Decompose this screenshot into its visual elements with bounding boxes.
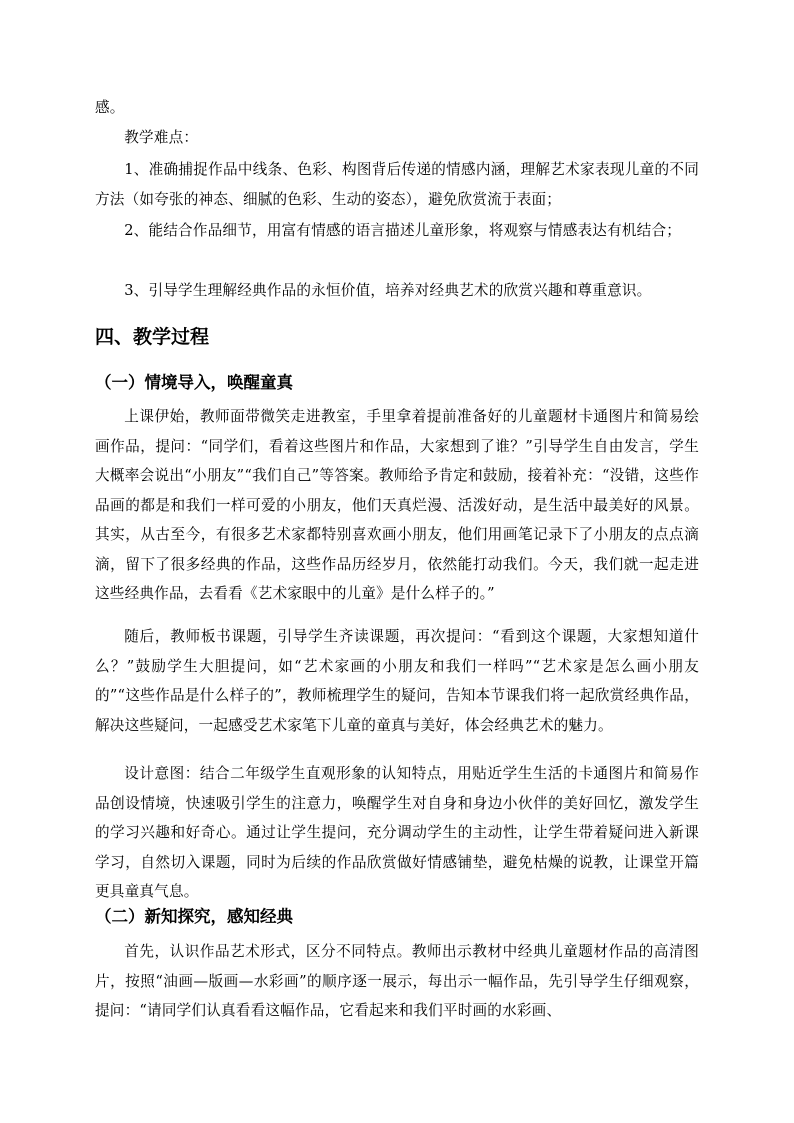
subsection-heading-1: （一）情境导入，唤醒童真 [95, 373, 293, 392]
difficulty-item-1: 1、准确捕捉作品中线条、色彩、构图背后传递的情感内涵，理解艺术家表现儿童的不同方法（如夸张的神态、细腻的色彩、生动的姿态），避免欣赏流于表面； [95, 161, 699, 208]
design-intent-paragraph: 设计意图：结合二年级学生直观形象的认知特点，用贴近学生生活的卡通图片和简易作品创设情境，快速吸引学生的注意力，唤醒学生对自身和身边小伙伴的美好回忆，激发学生的学习兴趣和好奇心。通过让学生提问，充分调动学生的主动性，让学生带着疑问进入新课学习，自然切入课题，同时为后续的作品欣赏做好情感铺垫，避免枯燥的说教，让课堂开篇更具童真气息。 [95, 765, 699, 900]
subsection-2-paragraph-1: 首先，认识作品艺术形式，区分不同特点。教师出示教材中经典儿童题材作品的高清图片，按照“油画—版画—水彩画”的顺序逐一展示，每出示一幅作品，先引导学生仔细观察，提问：“请同学们认真看看这幅作品，它看起来和我们平时画的水彩画、 [95, 943, 699, 1019]
teaching-difficulty-label: 教学难点： [124, 129, 199, 146]
difficulty-item-2: 2、能结合作品细节，用富有情感的语言描述儿童形象，将观察与情感表达有机结合； [124, 222, 682, 239]
section-heading-teaching-process: 四、教学过程 [95, 326, 210, 348]
subsection-1-paragraph-2: 随后，教师板书课题，引导学生齐读课题，再次提问：“看到这个课题，大家想知道什么？”鼓励学生大胆提问，如“艺术家画的小朋友和我们一样吗”“艺术家是怎么画小朋友的”“这些作品是什么样子的”，教师梳理学生的疑问，告知本节课我们将一起欣赏经典作品，解决这些疑问，一起感受艺术家笔下儿童的童真与美好，体会经典艺术的魅力。 [95, 628, 699, 734]
subsection-1-paragraph-1: 上课伊始，教师面带微笑走进教室，手里拿着提前准备好的儿童题材卡通图片和简易绘画作品，提问：“同学们，看着这些图片和作品，大家想到了谁？”引导学生自由发言，学生大概率会说出“小朋友”“我们自己”等答案。教师给予肯定和鼓励，接着补充：“没错，这些作品画的都是和我们一样可爱的小朋友，他们天真烂漫、活泼好动，是生活中最美好的风景。其实，从古至今，有很多艺术家都特别喜欢画小朋友，他们用画笔记录下了小朋友的点点滴滴，留下了很多经典的作品，这些作品历经岁月，依然能打动我们。今天，我们就一起走进这些经典作品，去看看《艺术家眼中的儿童》是什么样子的。” [95, 408, 699, 602]
difficulty-item-3: 3、引导学生理解经典作品的永恒价值，培养对经典艺术的欣赏兴趣和尊重意识。 [124, 282, 652, 299]
paragraph-continuation: 感。 [95, 99, 125, 116]
subsection-heading-2: （二）新知探究，感知经典 [95, 907, 293, 926]
